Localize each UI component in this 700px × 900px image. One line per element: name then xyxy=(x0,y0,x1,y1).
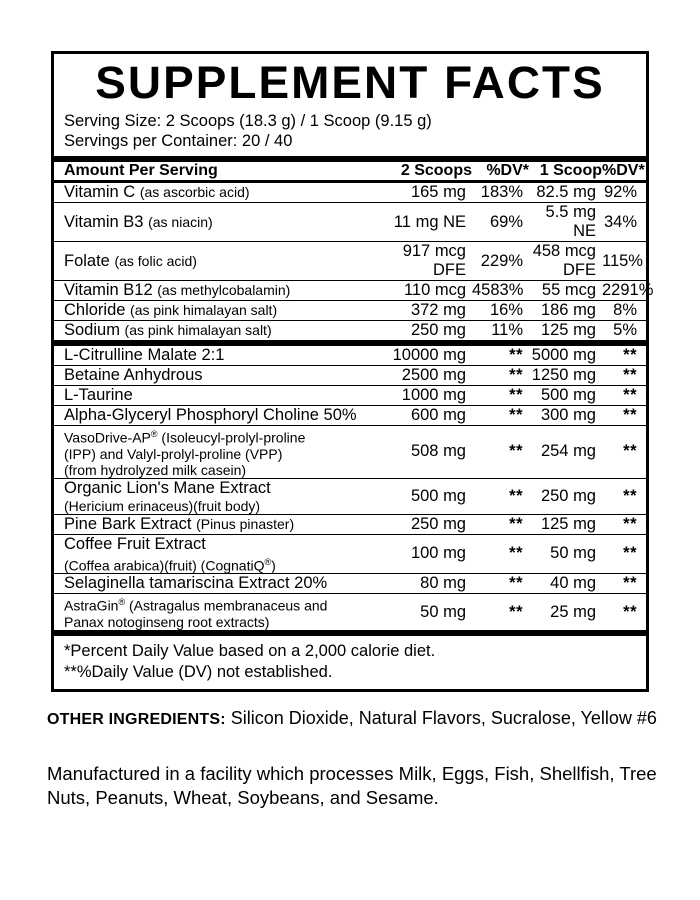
amount-1-scoop: 5000 mg xyxy=(529,346,602,366)
dv-1-scoop: ** xyxy=(602,478,646,514)
allergen-statement: Manufactured in a facility which processes Milk, Eggs, Fish, Shellfish, Tree Nuts, Peanuts, Wheat, Soybeans, and Sesame. xyxy=(47,763,657,808)
nutrient-name: Vitamin C xyxy=(64,183,136,201)
dv-2-scoops: ** xyxy=(472,386,529,406)
amount-2-scoops: 165 mg xyxy=(384,183,472,203)
other-ingredients-label: OTHER INGREDIENTS: xyxy=(47,711,226,728)
table-row xyxy=(54,346,646,366)
amount-1-scoop: 55 mcg xyxy=(529,281,602,301)
dv-2-scoops: ** xyxy=(472,426,529,479)
table-row xyxy=(54,574,646,594)
footnote-dv-not-established: **%Daily Value (DV) not established. xyxy=(64,662,333,681)
amount-2-scoops: 10000 mg xyxy=(384,346,472,366)
ingredient-name: Organic Lion's Mane Extract xyxy=(64,478,271,497)
dv-2-scoops: 4583% xyxy=(472,281,529,301)
column-header-amount-per-serving: Amount Per Serving xyxy=(64,162,218,179)
amount-2-scoops: 1000 mg xyxy=(384,386,472,406)
nutrient-name-cell xyxy=(54,321,384,341)
amount-2-scoops: 50 mg xyxy=(420,602,466,621)
column-header-2-scoops: 2 Scoops xyxy=(400,162,472,179)
dv-2-scoops: ** xyxy=(472,478,529,514)
dv-1-scoop: ** xyxy=(602,386,646,406)
dv-1-scoop: 2291% xyxy=(602,281,654,299)
servings-per-container-text: Servings per Container: 20 / 40 xyxy=(64,132,293,150)
dv-2-scoops: ** xyxy=(472,406,529,426)
amount-1-scoop: 1250 mg xyxy=(529,366,602,386)
dv-2-scoops: ** xyxy=(472,346,529,366)
table-row xyxy=(54,514,646,534)
footnotes xyxy=(54,636,646,689)
table-row xyxy=(54,534,646,574)
ingredient-name-line2: Panax notoginseng root extracts) xyxy=(64,613,270,630)
ingredient-name-line2: (IPP) and Valyl-prolyl-proline (VPP) xyxy=(64,445,283,462)
amount-1-scoop: 500 mg xyxy=(529,386,602,406)
ingredient-name-cell xyxy=(54,574,384,594)
dv-2-scoops: ** xyxy=(472,574,529,594)
amount-1-scoop: 25 mg xyxy=(550,602,596,621)
dv-1-scoop: 5% xyxy=(613,321,637,339)
dv-1-scoop: ** xyxy=(602,574,646,594)
nutrient-name-cell xyxy=(54,301,384,321)
amount-2-scoops: 100 mg xyxy=(384,534,472,574)
amount-2-scoops: 110 mcg xyxy=(384,281,472,301)
amount-2-scoops: 600 mg xyxy=(384,406,472,426)
ingredient-name-cell xyxy=(54,386,384,406)
dv-2-scoops: 229% xyxy=(472,242,529,281)
amount-2-scoops: 250 mg xyxy=(410,321,466,339)
ingredient-name-cell xyxy=(54,594,384,630)
table-row xyxy=(54,321,646,341)
table-row xyxy=(54,478,646,514)
ingredient-name-cell xyxy=(54,426,384,479)
nutrient-source: (as pink himalayan salt) xyxy=(124,322,272,338)
amount-2-scoops: 250 mg xyxy=(384,514,472,534)
amount-1-scoop: 300 mg xyxy=(529,406,602,426)
column-header-1-scoop: 1 Scoop xyxy=(539,162,602,179)
other-ingredients-value: Silicon Dioxide, Natural Flavors, Sucralose, Yellow #6 xyxy=(230,708,657,728)
dv-2-scoops: 183% xyxy=(472,183,529,203)
dv-1-scoop: 34% xyxy=(602,203,646,242)
ingredient-name-line2: (Hericium erinaceus)(fruit body) xyxy=(64,497,261,514)
amount-1-scoop: 50 mg xyxy=(529,534,602,574)
dv-2-scoops: 16% xyxy=(472,301,529,321)
dv-1-scoop: ** xyxy=(602,366,646,386)
dv-1-scoop: ** xyxy=(602,514,646,534)
nutrient-source: (as ascorbic acid) xyxy=(139,184,250,200)
ingredient-name: L-Citrulline Malate 2:1 xyxy=(64,346,225,364)
dv-2-scoops: 11% xyxy=(491,321,523,339)
nutrient-name-cell xyxy=(54,242,384,281)
nutrient-source: (as niacin) xyxy=(148,213,213,230)
ingredient-name: Selaginella tamariscina Extract 20% xyxy=(64,574,328,593)
nutrient-source: (as folic acid) xyxy=(114,252,197,269)
ingredient-name-cell xyxy=(54,534,384,574)
dv-1-scoop: ** xyxy=(602,534,646,574)
ingredient-name-cell xyxy=(54,406,384,426)
nutrient-name-cell xyxy=(54,183,384,203)
ingredient-name: Pine Bark Extract xyxy=(64,514,192,533)
amount-1-scoop: 125 mg xyxy=(540,321,596,339)
ingredient-name-cell xyxy=(54,478,384,514)
amount-1-scoop: 82.5 mg xyxy=(529,183,602,203)
amount-2-scoops: 508 mg xyxy=(384,426,472,479)
nutrient-source: (as pink himalayan salt) xyxy=(130,302,278,318)
other-ingredients xyxy=(47,706,667,732)
amount-1-scoop: 5.5 mg NE xyxy=(529,203,602,242)
column-header-dv-2-scoops: %DV* xyxy=(486,162,529,179)
dv-2-scoops: ** xyxy=(509,602,523,621)
nutrient-source: (as methylcobalamin) xyxy=(157,282,291,298)
amount-1-scoop: 125 mg xyxy=(529,514,602,534)
table-row xyxy=(54,183,646,203)
ingredient-name: AstraGin® (Astragalus membranaceus and xyxy=(64,597,328,614)
vitamins-body xyxy=(54,183,654,340)
table-row xyxy=(54,366,646,386)
dv-1-scoop: ** xyxy=(623,602,637,621)
amount-1-scoop: 458 mcg DFE xyxy=(529,242,602,281)
nutrient-name-cell xyxy=(54,203,384,242)
ingredient-name-line2: (Coffea arabica)(fruit) (CognatiQ®) xyxy=(64,556,276,574)
table-header-row xyxy=(54,162,646,180)
panel-title-area xyxy=(54,54,646,108)
page-title: SUPPLEMENT FACTS xyxy=(95,57,605,108)
nutrient-name: Vitamin B3 xyxy=(64,212,144,231)
nutrient-name: Vitamin B12 xyxy=(64,281,153,299)
dv-1-scoop: 115% xyxy=(602,242,646,281)
ingredient-name-cell xyxy=(54,514,384,534)
ingredient-name: Betaine Anhydrous xyxy=(64,366,203,384)
amount-2-scoops: 11 mg NE xyxy=(384,203,472,242)
footnote-percent-daily-value: *Percent Daily Value based on a 2,000 calorie diet. xyxy=(64,641,436,660)
nutrient-name: Sodium xyxy=(64,321,120,339)
serving-info xyxy=(54,108,646,156)
dv-2-scoops: ** xyxy=(472,514,529,534)
ingredient-name-cell xyxy=(54,366,384,386)
amount-2-scoops: 2500 mg xyxy=(384,366,472,386)
table-row xyxy=(54,242,646,281)
supplement-facts-panel xyxy=(51,51,654,692)
table-row xyxy=(54,594,646,630)
nutrient-name: Folate xyxy=(64,251,110,270)
dv-1-scoop: 92% xyxy=(602,183,646,203)
table-row xyxy=(54,301,646,321)
table-row xyxy=(54,203,646,242)
amount-1-scoop: 254 mg xyxy=(529,426,602,479)
actives-body xyxy=(54,346,646,630)
dv-2-scoops: ** xyxy=(472,366,529,386)
amount-1-scoop: 186 mg xyxy=(529,301,602,321)
amount-2-scoops: 500 mg xyxy=(384,478,472,514)
ingredient-name: Alpha-Glyceryl Phosphoryl Choline 50% xyxy=(64,406,357,424)
ingredient-name-cell xyxy=(54,346,384,366)
table-row xyxy=(54,426,646,479)
amount-2-scoops: 372 mg xyxy=(384,301,472,321)
dv-1-scoop: ** xyxy=(602,426,646,479)
ingredient-name-line3: (from hydrolyzed milk casein) xyxy=(64,461,247,478)
amount-2-scoops: 80 mg xyxy=(384,574,472,594)
table-row xyxy=(54,281,646,301)
vitamins-table xyxy=(54,183,654,340)
ingredient-name: Coffee Fruit Extract xyxy=(64,534,206,553)
dv-1-scoop: ** xyxy=(602,346,646,366)
ingredient-name: VasoDrive-AP® (Isoleucyl-prolyl-proline xyxy=(64,429,306,446)
ingredient-name: L-Taurine xyxy=(64,386,133,404)
serving-size-text: Serving Size: 2 Scoops (18.3 g) / 1 Scoop (9.15 g) xyxy=(64,112,432,130)
nutrient-name: Chloride xyxy=(64,301,126,319)
amount-1-scoop: 40 mg xyxy=(529,574,602,594)
table-row xyxy=(54,386,646,406)
dv-2-scoops: ** xyxy=(472,534,529,574)
ingredient-source: (Pinus pinaster) xyxy=(196,515,295,532)
dv-2-scoops: 69% xyxy=(472,203,529,242)
dv-1-scoop: ** xyxy=(602,406,646,426)
amount-1-scoop: 250 mg xyxy=(529,478,602,514)
actives-table xyxy=(54,346,646,630)
column-header-dv-1-scoop: %DV* xyxy=(602,162,645,179)
header-row-table xyxy=(54,162,646,180)
dv-1-scoop: 8% xyxy=(602,301,646,321)
amount-2-scoops: 917 mcg DFE xyxy=(384,242,472,281)
table-row xyxy=(54,406,646,426)
nutrient-name-cell xyxy=(54,281,384,301)
